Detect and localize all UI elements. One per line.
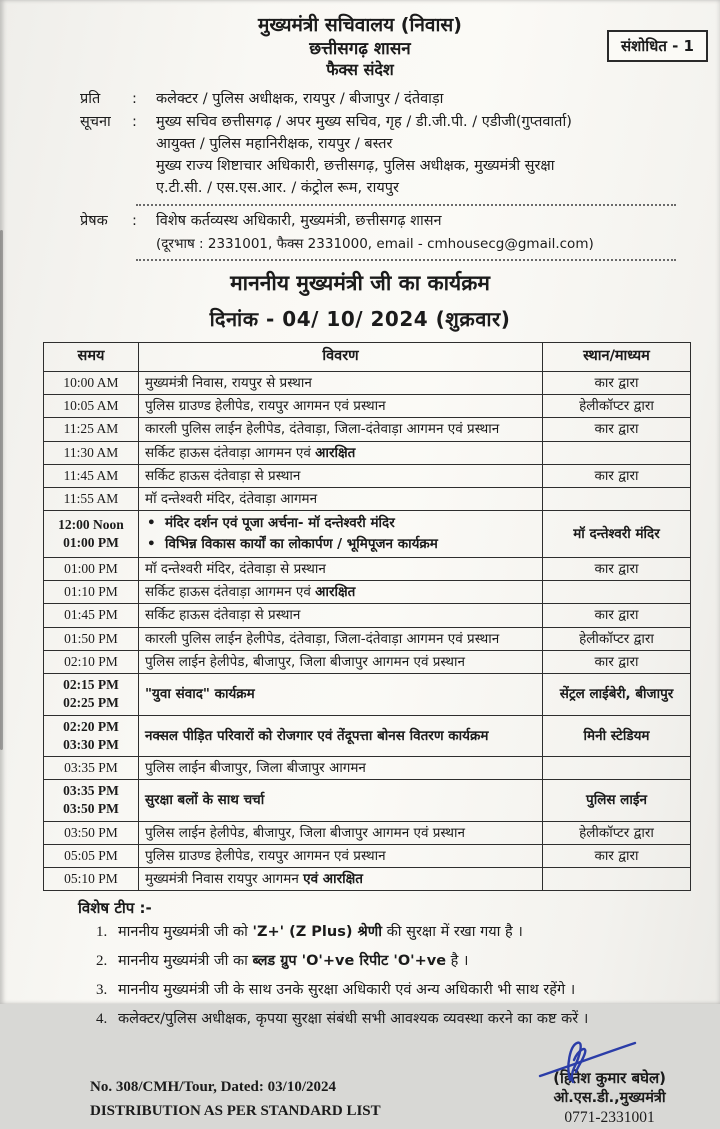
from-row [80, 211, 700, 254]
location-cell: कार द्वारा [543, 844, 691, 867]
time-cell: 01:45 PM [44, 604, 139, 627]
time-cell: 10:05 AM [44, 395, 139, 418]
schedule-row [44, 371, 691, 394]
location-cell [543, 757, 691, 780]
from-value [156, 211, 700, 254]
location-cell: मिनी स्टेडियम [543, 715, 691, 756]
bullet-item: • विभिन्न विकास कार्यों का लोकार्पण / भूमिपूजन कार्यक्रम [145, 534, 536, 555]
description-cell: पुलिस ग्राउण्ड हेलीपेड, रायपुर आगमन एवं प्रस्थान [139, 844, 543, 867]
info-label: सूचना [80, 114, 111, 131]
note-number: 4. [96, 1010, 108, 1027]
note-item [96, 951, 700, 973]
description-cell: पुलिस लाईन हेलीपेड, बीजापुर, जिला बीजापुर आगमन एवं प्रस्थान [139, 821, 543, 844]
signature-block [553, 1040, 672, 1129]
to-colon: : [132, 90, 137, 107]
letterhead-fax-label: फैक्स संदेश [326, 59, 394, 79]
location-cell: कार द्वारा [543, 464, 691, 487]
time-cell: 02:10 PM [44, 650, 139, 673]
program-title: माननीय मुख्यमंत्री जी का कार्यक्रम [230, 271, 490, 296]
note-text: माननीय मुख्यमंत्री जी के साथ उनके सुरक्षा अधिकारी एवं अन्य अधिकारी भी साथ रहेंगे । [118, 981, 576, 998]
bullet-icon: • [147, 515, 156, 532]
location-cell [543, 487, 691, 510]
header-description: विवरण [139, 343, 543, 372]
location-cell: मॉ दन्तेश्वरी मंदिर [543, 511, 691, 558]
signatory-name: (हितेश कुमार बघेल) [553, 1069, 666, 1088]
info-row [80, 112, 700, 199]
location-cell: पुलिस लाईन [543, 780, 691, 821]
time-cell: 01:00 PM [44, 558, 139, 581]
schedule-row [44, 581, 691, 604]
schedule-header-row [44, 343, 691, 372]
schedule-row [44, 715, 691, 756]
dotted-divider-bottom [136, 259, 676, 261]
description-cell: सर्किट हाऊस दंतेवाड़ा से प्रस्थान [139, 604, 543, 627]
time-cell: 11:45 AM [44, 464, 139, 487]
dotted-divider-top [136, 204, 676, 206]
note-text: माननीय मुख्यमंत्री जी को 'Z+' (Z Plus) श्रेणी की सुरक्षा में रखा गया है । [118, 924, 523, 941]
time-cell: 11:25 AM [44, 418, 139, 441]
schedule-row [44, 395, 691, 418]
time-cell: 02:15 PM 02:25 PM [44, 674, 139, 715]
time-cell: 03:50 PM [44, 821, 139, 844]
header-location: स्थान/माध्यम [543, 343, 691, 372]
schedule-row [44, 441, 691, 464]
description-cell: सर्किट हाऊस दंतेवाड़ा आगमन एवं आरक्षित [139, 441, 543, 464]
address-block [80, 89, 700, 262]
description-cell: सर्किट हाऊस दंतेवाड़ा आगमन एवं आरक्षित [139, 581, 543, 604]
schedule-row [44, 650, 691, 673]
location-cell: सेंट्रल लाईबेरी, बीजापुर [543, 674, 691, 715]
revision-badge: संशोधित - 1 [607, 30, 708, 62]
description-cell: मुख्यमंत्री निवास, रायपुर से प्रस्थान [139, 371, 543, 394]
to-value: कलेक्टर / पुलिस अधीक्षक, रायपुर / बीजापुर / दंतेवाड़ा [156, 90, 444, 107]
bullet-item: • मंदिर दर्शन एवं पूजा अर्चना- मॉ दन्तेश्वरी मंदिर [145, 513, 536, 534]
footer [90, 1040, 672, 1129]
info-colon: : [132, 114, 137, 131]
time-cell: 10:00 AM [44, 371, 139, 394]
note-item [96, 922, 700, 944]
description-cell: नक्सल पीड़ित परिवारों को रोजगार एवं तेंदूपत्ता बोनस वितरण कार्यक्रम [139, 715, 543, 756]
schedule-body [44, 371, 691, 890]
location-cell [543, 581, 691, 604]
time-cell: 03:35 PM 03:50 PM [44, 780, 139, 821]
header-time: समय [44, 343, 139, 372]
description-cell: "युवा संवाद" कार्यक्रम [139, 674, 543, 715]
location-cell: कार द्वारा [543, 418, 691, 441]
location-cell: हेलीकॉप्टर द्वारा [543, 821, 691, 844]
location-cell [543, 868, 691, 891]
description-cell: मॉ दन्तेश्वरी मंदिर, दंतेवाड़ा से प्रस्थान [139, 558, 543, 581]
note-text: माननीय मुख्यमंत्री जी का ब्लड ग्रुप 'O'+ve रिपीट 'O'+ve है । [118, 953, 469, 970]
description-cell: कारली पुलिस लाईन हेलीपेड, दंतेवाड़ा, जिला-दंतेवाड़ा आगमन एवं प्रस्थान [139, 418, 543, 441]
signatory-designation: ओ.एस.डी.,मुख्यमंत्री [553, 1089, 666, 1106]
letterhead-office: मुख्यमंत्री सचिवालय (निवास) [258, 14, 462, 36]
description-cell: पुलिस ग्राउण्ड हेलीपेड, रायपुर आगमन एवं प्रस्थान [139, 395, 543, 418]
location-cell: हेलीकॉप्टर द्वारा [543, 627, 691, 650]
description-cell: पुलिस लाईन हेलीपेड, बीजापुर, जिला बीजापुर आगमन एवं प्रस्थान [139, 650, 543, 673]
schedule-row [44, 821, 691, 844]
scan-artifact-edge [0, 230, 3, 750]
time-cell: 05:10 PM [44, 868, 139, 891]
description-cell: मुख्यमंत्री निवास रायपुर आगमन एवं आरक्षित [139, 868, 543, 891]
info-line: मुख्य राज्य शिष्टाचार अधिकारी, छत्तीसगढ़, पुलिस अधीक्षक, मुख्यमंत्री सुरक्षा [156, 157, 555, 174]
bullet-icon: • [147, 536, 156, 553]
schedule-row [44, 674, 691, 715]
time-cell: 02:20 PM 03:30 PM [44, 715, 139, 756]
time-cell: 01:50 PM [44, 627, 139, 650]
schedule-row [44, 604, 691, 627]
contact-line: (दूरभाष : 2331001, फैक्स 2331000, email - cmhousecg@gmail.com) [156, 236, 594, 253]
signature-ink [553, 1040, 666, 1080]
time-cell: 03:35 PM [44, 757, 139, 780]
schedule-table [43, 342, 691, 891]
description-cell: मॉ दन्तेश्वरी मंदिर, दंतेवाड़ा आगमन [139, 487, 543, 510]
schedule-row [44, 418, 691, 441]
info-line: मुख्य सचिव छत्तीसगढ़ / अपर मुख्य सचिव, गृह / डी.जी.पी. / एडीजी(गुप्तवार्ता) [156, 114, 572, 131]
to-row [80, 89, 700, 111]
note-number: 3. [96, 981, 108, 998]
description-cell: सुरक्षा बलों के साथ चर्चा [139, 780, 543, 821]
location-cell [543, 441, 691, 464]
time-cell: 12:00 Noon 01:00 PM [44, 511, 139, 558]
signatory-phone: 0771-2331001 [564, 1109, 655, 1127]
description-cell: कारली पुलिस लाईन हेलीपेड, दंतेवाड़ा, जिला-दंतेवाड़ा आगमन एवं प्रस्थान [139, 627, 543, 650]
time-cell: 11:55 AM [44, 487, 139, 510]
time-cell: 05:05 PM [44, 844, 139, 867]
letterhead-government: छत्तीसगढ़ शासन [309, 38, 411, 59]
description-cell: सर्किट हाऊस दंतेवाड़ा से प्रस्थान [139, 464, 543, 487]
schedule-row [44, 868, 691, 891]
location-cell: कार द्वारा [543, 604, 691, 627]
from-colon: : [132, 213, 137, 230]
info-line: आयुक्त / पुलिस महानिरीक्षक, रायपुर / बस्तर [156, 136, 393, 153]
from-text: विशेष कर्तव्यस्थ अधिकारी, मुख्यमंत्री, छत्तीसगढ़ शासन [156, 213, 442, 230]
schedule-row [44, 558, 691, 581]
schedule-row [44, 464, 691, 487]
description-cell [139, 511, 543, 558]
from-label: प्रेषक [80, 213, 108, 230]
note-number: 2. [96, 953, 108, 970]
to-label: प्रति [80, 90, 101, 107]
description-cell: पुलिस लाईन बीजापुर, जिला बीजापुर आगमन [139, 757, 543, 780]
time-cell: 11:30 AM [44, 441, 139, 464]
location-cell: कार द्वारा [543, 371, 691, 394]
notes-heading: विशेष टीप :- [78, 899, 152, 918]
location-cell: कार द्वारा [543, 558, 691, 581]
info-lines [156, 112, 700, 199]
schedule-row [44, 627, 691, 650]
reference-number: No. 308/CMH/Tour, Dated: 03/10/2024 [90, 1079, 336, 1096]
schedule-row [44, 780, 691, 821]
schedule-row [44, 757, 691, 780]
schedule-row [44, 844, 691, 867]
note-item [96, 980, 700, 1002]
note-number: 1. [96, 924, 108, 941]
info-line: ए.टी.सी. / एस.एस.आर. / कंट्रोल रूम, रायपुर [156, 179, 399, 196]
footer-reference-block [90, 1075, 381, 1129]
note-item [96, 1009, 700, 1031]
schedule-row [44, 511, 691, 558]
special-notes [78, 898, 700, 1030]
schedule-row [44, 487, 691, 510]
distribution-note: DISTRIBUTION AS PER STANDARD LIST [90, 1103, 381, 1120]
location-cell: कार द्वारा [543, 650, 691, 673]
program-date: दिनांक - 04/ 10/ 2024 (शुक्रवार) [209, 307, 511, 332]
time-cell: 01:10 PM [44, 581, 139, 604]
note-text: कलेक्टर/पुलिस अधीक्षक, कृपया सुरक्षा संबंधी सभी आवश्यक व्यवस्था करने का कष्ट करें । [118, 1010, 589, 1027]
signature-icon [532, 1034, 642, 1086]
location-cell: हेलीकॉप्टर द्वारा [543, 395, 691, 418]
notes-list [78, 922, 700, 1030]
